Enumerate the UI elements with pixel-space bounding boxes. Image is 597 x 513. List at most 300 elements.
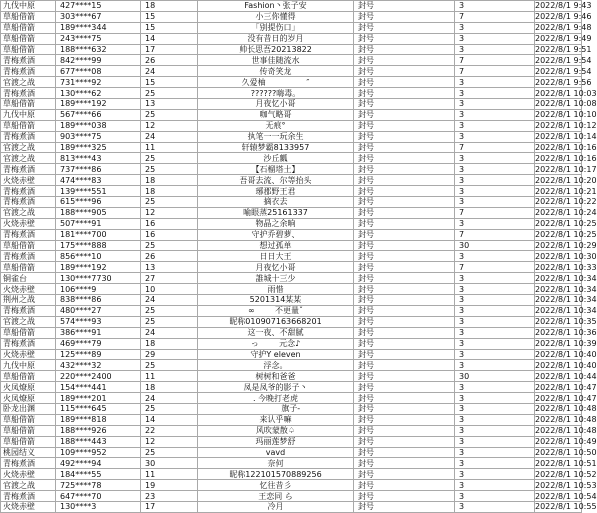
- level-cell[interactable]: 15: [141, 22, 198, 33]
- datetime-cell[interactable]: 2022/8/1 10:33: [535, 262, 597, 272]
- nickname-cell[interactable]: 帅长思吾20213822: [198, 44, 354, 55]
- days-cell[interactable]: 3: [455, 393, 535, 404]
- action-cell[interactable]: 封号: [354, 480, 455, 491]
- action-cell[interactable]: 封号: [354, 131, 455, 142]
- server-cell[interactable]: 火烧赤壁: [1, 284, 56, 295]
- level-cell[interactable]: 12: [141, 436, 198, 447]
- datetime-cell[interactable]: 2022/8/1 10:21: [535, 186, 597, 196]
- datetime-cell[interactable]: 2022/8/1 10:03: [535, 88, 597, 98]
- action-cell[interactable]: 封号: [354, 164, 455, 175]
- server-cell[interactable]: 草船借箭: [1, 436, 56, 447]
- account-cell[interactable]: 647****70: [56, 491, 141, 502]
- days-cell[interactable]: 3: [455, 131, 535, 142]
- nickname-cell[interactable]: 守护Y eleven: [198, 349, 354, 360]
- action-cell[interactable]: 封号: [354, 229, 455, 240]
- datetime-cell[interactable]: 2022/8/1 10:34: [535, 284, 597, 294]
- level-cell[interactable]: 25: [141, 305, 198, 316]
- account-cell[interactable]: 386****91: [56, 327, 141, 338]
- datetime-cell[interactable]: 2022/8/1 10:29: [535, 241, 597, 251]
- server-cell[interactable]: 青梅煮酒: [1, 66, 56, 77]
- level-cell[interactable]: 12: [141, 120, 198, 131]
- account-cell[interactable]: 175****888: [56, 240, 141, 251]
- days-cell[interactable]: 3: [455, 273, 535, 284]
- account-cell[interactable]: 130****7730: [56, 273, 141, 284]
- nickname-cell[interactable]: 世事佳随流水: [198, 55, 354, 66]
- server-cell[interactable]: 草船借箭: [1, 371, 56, 382]
- datetime-cell[interactable]: 2022/8/1 9:48: [535, 23, 592, 33]
- datetime-cell[interactable]: 2022/8/1 9:43: [535, 1, 592, 11]
- server-cell[interactable]: 青梅煮酒: [1, 229, 56, 240]
- level-cell[interactable]: 16: [141, 229, 198, 240]
- nickname-cell[interactable]: 喻眼蒸25161337: [198, 207, 354, 218]
- days-cell[interactable]: 7: [455, 55, 535, 66]
- nickname-cell[interactable]: 凤是凤爷的影子丶: [198, 382, 354, 393]
- level-cell[interactable]: 24: [141, 131, 198, 142]
- account-cell[interactable]: 469****79: [56, 338, 141, 349]
- level-cell[interactable]: 18: [141, 186, 198, 197]
- datetime-cell[interactable]: 2022/8/1 10:25: [535, 219, 597, 229]
- server-cell[interactable]: 草船借箭: [1, 99, 56, 110]
- action-cell[interactable]: 封号: [354, 360, 455, 371]
- account-cell[interactable]: 188****905: [56, 207, 141, 218]
- account-cell[interactable]: 303****67: [56, 11, 141, 22]
- nickname-cell[interactable]: 小三你懂得: [198, 11, 354, 22]
- action-cell[interactable]: 封号: [354, 55, 455, 66]
- account-cell[interactable]: 220****2400: [56, 371, 141, 382]
- action-cell[interactable]: 封号: [354, 425, 455, 436]
- datetime-cell[interactable]: 2022/8/1 10:40: [535, 360, 597, 370]
- action-cell[interactable]: 封号: [354, 142, 455, 153]
- level-cell[interactable]: 30: [141, 458, 198, 469]
- action-cell[interactable]: 封号: [354, 295, 455, 306]
- account-cell[interactable]: 492****94: [56, 458, 141, 469]
- datetime-cell[interactable]: 2022/8/1 10:17: [535, 164, 597, 174]
- server-cell[interactable]: 官渡之战: [1, 77, 56, 88]
- action-cell[interactable]: 封号: [354, 393, 455, 404]
- action-cell[interactable]: 封号: [354, 469, 455, 480]
- server-cell[interactable]: 草船借箭: [1, 33, 56, 44]
- datetime-cell[interactable]: 2022/8/1 9:46: [535, 12, 592, 22]
- datetime-cell[interactable]: 2022/8/1 10:20: [535, 175, 597, 185]
- days-cell[interactable]: 3: [455, 501, 535, 512]
- account-cell[interactable]: 856****10: [56, 251, 141, 262]
- account-cell[interactable]: 480****27: [56, 305, 141, 316]
- account-cell[interactable]: 243****75: [56, 33, 141, 44]
- nickname-cell[interactable]: 传奇笑龙: [198, 66, 354, 77]
- nickname-cell[interactable]: 久爱柚 ″: [198, 77, 354, 88]
- action-cell[interactable]: 封号: [354, 316, 455, 327]
- account-cell[interactable]: 125****89: [56, 349, 141, 360]
- nickname-cell[interactable]: 琊郡野王君: [198, 186, 354, 197]
- level-cell[interactable]: 10: [141, 284, 198, 295]
- nickname-cell[interactable]: 日日大王: [198, 251, 354, 262]
- action-cell[interactable]: 封号: [354, 436, 455, 447]
- days-cell[interactable]: 3: [455, 175, 535, 186]
- days-cell[interactable]: 7: [455, 66, 535, 77]
- account-cell[interactable]: 725****78: [56, 480, 141, 491]
- action-cell[interactable]: 封号: [354, 44, 455, 55]
- action-cell[interactable]: 封号: [354, 284, 455, 295]
- datetime-cell[interactable]: 2022/8/1 10:44: [535, 371, 597, 381]
- nickname-cell[interactable]: 轩辕梦霸8133957: [198, 142, 354, 153]
- days-cell[interactable]: 3: [455, 327, 535, 338]
- account-cell[interactable]: 474****83: [56, 175, 141, 186]
- server-cell[interactable]: 官渡之战: [1, 316, 56, 327]
- account-cell[interactable]: 189****192: [56, 99, 141, 110]
- nickname-cell[interactable]: 来认乎嘛: [198, 414, 354, 425]
- server-cell[interactable]: 火烧赤壁: [1, 218, 56, 229]
- account-cell[interactable]: 188****443: [56, 436, 141, 447]
- account-cell[interactable]: 189****192: [56, 262, 141, 273]
- level-cell[interactable]: 25: [141, 360, 198, 371]
- account-cell[interactable]: 139****551: [56, 186, 141, 197]
- action-cell[interactable]: 封号: [354, 349, 455, 360]
- days-cell[interactable]: 3: [455, 491, 535, 502]
- account-cell[interactable]: 189****344: [56, 22, 141, 33]
- datetime-cell[interactable]: 2022/8/1 10:48: [535, 426, 597, 436]
- account-cell[interactable]: 574****93: [56, 316, 141, 327]
- days-cell[interactable]: 3: [455, 414, 535, 425]
- nickname-cell[interactable]: 昵称010907163668201: [198, 316, 354, 327]
- account-cell[interactable]: 188****926: [56, 425, 141, 436]
- server-cell[interactable]: 九伐中原: [1, 109, 56, 120]
- action-cell[interactable]: 封号: [354, 403, 455, 414]
- days-cell[interactable]: 3: [455, 109, 535, 120]
- account-cell[interactable]: 130****62: [56, 88, 141, 99]
- level-cell[interactable]: 25: [141, 109, 198, 120]
- level-cell[interactable]: 11: [141, 142, 198, 153]
- level-cell[interactable]: 13: [141, 99, 198, 110]
- account-cell[interactable]: 731****92: [56, 77, 141, 88]
- nickname-cell[interactable]: 冷月: [198, 501, 354, 512]
- action-cell[interactable]: 封号: [354, 414, 455, 425]
- action-cell[interactable]: 封号: [354, 33, 455, 44]
- datetime-cell[interactable]: 2022/8/1 9:54: [535, 55, 592, 65]
- account-cell[interactable]: 189****325: [56, 142, 141, 153]
- action-cell[interactable]: 封号: [354, 262, 455, 273]
- datetime-cell[interactable]: 2022/8/1 10:48: [535, 404, 597, 414]
- server-cell[interactable]: 青梅煮酒: [1, 458, 56, 469]
- level-cell[interactable]: 14: [141, 33, 198, 44]
- datetime-cell[interactable]: 2022/8/1 9:54: [535, 66, 592, 76]
- nickname-cell[interactable]: 执笔一一玩余生: [198, 131, 354, 142]
- datetime-cell[interactable]: 2022/8/1 10:40: [535, 349, 597, 359]
- datetime-cell[interactable]: 2022/8/1 10:52: [535, 469, 597, 479]
- days-cell[interactable]: 3: [455, 44, 535, 55]
- datetime-cell[interactable]: 2022/8/1 10:08: [535, 99, 597, 109]
- datetime-cell[interactable]: 2022/8/1 10:12: [535, 121, 597, 131]
- server-cell[interactable]: 草船借箭: [1, 327, 56, 338]
- server-cell[interactable]: 官渡之战: [1, 142, 56, 153]
- server-cell[interactable]: 官渡之战: [1, 153, 56, 164]
- nickname-cell[interactable]: 月夜忆小哥: [198, 262, 354, 273]
- server-cell[interactable]: 火凤燎原: [1, 382, 56, 393]
- server-cell[interactable]: 草船借箭: [1, 11, 56, 22]
- action-cell[interactable]: 封号: [354, 382, 455, 393]
- nickname-cell[interactable]: Fashion丶张子安: [198, 1, 354, 12]
- server-cell[interactable]: 九伐中原: [1, 360, 56, 371]
- account-cell[interactable]: 427****15: [56, 1, 141, 12]
- days-cell[interactable]: 3: [455, 33, 535, 44]
- server-cell[interactable]: 铜雀台: [1, 273, 56, 284]
- account-cell[interactable]: 115****645: [56, 403, 141, 414]
- action-cell[interactable]: 封号: [354, 175, 455, 186]
- server-cell[interactable]: 荆州之战: [1, 295, 56, 306]
- server-cell[interactable]: 草船借箭: [1, 262, 56, 273]
- nickname-cell[interactable]: 旗子-: [198, 403, 354, 414]
- days-cell[interactable]: 3: [455, 447, 535, 458]
- level-cell[interactable]: 24: [141, 295, 198, 306]
- nickname-cell[interactable]: 物晶之余晌: [198, 218, 354, 229]
- nickname-cell[interactable]: 守护乔碧萝、: [198, 229, 354, 240]
- datetime-cell[interactable]: 2022/8/1 10:54: [535, 491, 597, 501]
- datetime-cell[interactable]: 2022/8/1 9:49: [535, 34, 592, 44]
- nickname-cell[interactable]: 风吹蒙散♤: [198, 425, 354, 436]
- account-cell[interactable]: 109****952: [56, 447, 141, 458]
- level-cell[interactable]: 18: [141, 338, 198, 349]
- days-cell[interactable]: 7: [455, 142, 535, 153]
- server-cell[interactable]: 官渡之战: [1, 480, 56, 491]
- account-cell[interactable]: 567****66: [56, 109, 141, 120]
- days-cell[interactable]: 3: [455, 469, 535, 480]
- server-cell[interactable]: 青梅煮酒: [1, 131, 56, 142]
- days-cell[interactable]: 3: [455, 403, 535, 414]
- days-cell[interactable]: 3: [455, 316, 535, 327]
- datetime-cell[interactable]: 2022/8/1 9:56: [535, 77, 592, 87]
- action-cell[interactable]: 封号: [354, 22, 455, 33]
- account-cell[interactable]: 507****91: [56, 218, 141, 229]
- level-cell[interactable]: 12: [141, 207, 198, 218]
- server-cell[interactable]: 草船借箭: [1, 240, 56, 251]
- account-cell[interactable]: 677****08: [56, 66, 141, 77]
- nickname-cell[interactable]: 雨惜: [198, 284, 354, 295]
- days-cell[interactable]: 3: [455, 480, 535, 491]
- level-cell[interactable]: 18: [141, 175, 198, 186]
- server-cell[interactable]: 草船借箭: [1, 425, 56, 436]
- action-cell[interactable]: 封号: [354, 458, 455, 469]
- days-cell[interactable]: 3: [455, 99, 535, 110]
- level-cell[interactable]: 13: [141, 262, 198, 273]
- datetime-cell[interactable]: 2022/8/1 10:10: [535, 110, 597, 120]
- action-cell[interactable]: 封号: [354, 305, 455, 316]
- datetime-cell[interactable]: 2022/8/1 10:30: [535, 251, 597, 261]
- days-cell[interactable]: 3: [455, 458, 535, 469]
- nickname-cell[interactable]: 「别提伤口」: [198, 22, 354, 33]
- days-cell[interactable]: 3: [455, 153, 535, 164]
- days-cell[interactable]: 3: [455, 218, 535, 229]
- nickname-cell[interactable]: 玛丽莲梦舒: [198, 436, 354, 447]
- datetime-cell[interactable]: 2022/8/1 10:49: [535, 437, 597, 447]
- action-cell[interactable]: 封号: [354, 1, 455, 12]
- level-cell[interactable]: 25: [141, 153, 198, 164]
- action-cell[interactable]: 封号: [354, 240, 455, 251]
- datetime-cell[interactable]: 2022/8/1 10:24: [535, 208, 597, 218]
- action-cell[interactable]: 封号: [354, 77, 455, 88]
- server-cell[interactable]: 草船借箭: [1, 44, 56, 55]
- server-cell[interactable]: 火烧赤壁: [1, 175, 56, 186]
- action-cell[interactable]: 封号: [354, 11, 455, 22]
- action-cell[interactable]: 封号: [354, 251, 455, 262]
- server-cell[interactable]: 青梅煮酒: [1, 164, 56, 175]
- server-cell[interactable]: 青梅煮酒: [1, 305, 56, 316]
- nickname-cell[interactable]: 沙丘瓤: [198, 153, 354, 164]
- days-cell[interactable]: 7: [455, 262, 535, 273]
- account-cell[interactable]: 130****3: [56, 501, 141, 512]
- nickname-cell[interactable]: 想过孤单: [198, 240, 354, 251]
- days-cell[interactable]: 3: [455, 284, 535, 295]
- level-cell[interactable]: 15: [141, 11, 198, 22]
- level-cell[interactable]: 24: [141, 393, 198, 404]
- days-cell[interactable]: 3: [455, 305, 535, 316]
- days-cell[interactable]: 3: [455, 120, 535, 131]
- account-cell[interactable]: 184****55: [56, 469, 141, 480]
- action-cell[interactable]: 封号: [354, 207, 455, 218]
- nickname-cell[interactable]: 誰城十三少: [198, 273, 354, 284]
- level-cell[interactable]: 25: [141, 164, 198, 175]
- nickname-cell[interactable]: 奈何: [198, 458, 354, 469]
- action-cell[interactable]: 封号: [354, 447, 455, 458]
- server-cell[interactable]: 青梅煮酒: [1, 197, 56, 208]
- datetime-cell[interactable]: 2022/8/1 10:16: [535, 143, 597, 153]
- days-cell[interactable]: 3: [455, 1, 535, 12]
- nickname-cell[interactable]: 树树和爸爸: [198, 371, 354, 382]
- days-cell[interactable]: 3: [455, 425, 535, 436]
- datetime-cell[interactable]: 2022/8/1 10:47: [535, 393, 597, 403]
- action-cell[interactable]: 封号: [354, 88, 455, 99]
- days-cell[interactable]: 7: [455, 229, 535, 240]
- account-cell[interactable]: 737****86: [56, 164, 141, 175]
- level-cell[interactable]: 23: [141, 491, 198, 502]
- datetime-cell[interactable]: 2022/8/1 10:50: [535, 447, 597, 457]
- nickname-cell[interactable]: 浮念。: [198, 360, 354, 371]
- days-cell[interactable]: 3: [455, 164, 535, 175]
- server-cell[interactable]: 火烧赤壁: [1, 501, 56, 512]
- nickname-cell[interactable]: 吾哥去流、尔等抬头: [198, 175, 354, 186]
- level-cell[interactable]: 25: [141, 403, 198, 414]
- days-cell[interactable]: 3: [455, 338, 535, 349]
- action-cell[interactable]: 封号: [354, 273, 455, 284]
- nickname-cell[interactable]: 摘衣去: [198, 197, 354, 208]
- level-cell[interactable]: 25: [141, 197, 198, 208]
- datetime-cell[interactable]: 2022/8/1 10:34: [535, 306, 597, 316]
- level-cell[interactable]: 16: [141, 218, 198, 229]
- level-cell[interactable]: 14: [141, 414, 198, 425]
- server-cell[interactable]: 青梅煮酒: [1, 251, 56, 262]
- days-cell[interactable]: 3: [455, 77, 535, 88]
- level-cell[interactable]: 29: [141, 349, 198, 360]
- nickname-cell[interactable]: 5201314某某: [198, 295, 354, 306]
- datetime-cell[interactable]: 2022/8/1 10:16: [535, 153, 597, 163]
- server-cell[interactable]: 青梅煮酒: [1, 88, 56, 99]
- action-cell[interactable]: 封号: [354, 109, 455, 120]
- account-cell[interactable]: 432****32: [56, 360, 141, 371]
- days-cell[interactable]: 3: [455, 197, 535, 208]
- server-cell[interactable]: 官渡之战: [1, 207, 56, 218]
- level-cell[interactable]: 17: [141, 501, 198, 512]
- nickname-cell[interactable]: 无痕°: [198, 120, 354, 131]
- server-cell[interactable]: 草船借箭: [1, 22, 56, 33]
- account-cell[interactable]: 106****9: [56, 284, 141, 295]
- action-cell[interactable]: 封号: [354, 99, 455, 110]
- level-cell[interactable]: 25: [141, 447, 198, 458]
- nickname-cell[interactable]: 没有昔日的岁月: [198, 33, 354, 44]
- level-cell[interactable]: 26: [141, 55, 198, 66]
- server-cell[interactable]: 九伐中原: [1, 1, 56, 12]
- account-cell[interactable]: 189****818: [56, 414, 141, 425]
- nickname-cell[interactable]: 咖气略哥: [198, 109, 354, 120]
- datetime-cell[interactable]: 2022/8/1 10:34: [535, 295, 597, 305]
- account-cell[interactable]: 813****43: [56, 153, 141, 164]
- datetime-cell[interactable]: 2022/8/1 10:25: [535, 230, 597, 240]
- days-cell[interactable]: 7: [455, 11, 535, 22]
- server-cell[interactable]: 桃园结义: [1, 447, 56, 458]
- datetime-cell[interactable]: 2022/8/1 10:39: [535, 339, 597, 349]
- account-cell[interactable]: 189****038: [56, 120, 141, 131]
- days-cell[interactable]: 3: [455, 349, 535, 360]
- datetime-cell[interactable]: 2022/8/1 10:22: [535, 197, 597, 207]
- nickname-cell[interactable]: . 今晚打老虎: [198, 393, 354, 404]
- action-cell[interactable]: 封号: [354, 66, 455, 77]
- account-cell[interactable]: 181****700: [56, 229, 141, 240]
- server-cell[interactable]: 青梅煮酒: [1, 491, 56, 502]
- account-cell[interactable]: 615****96: [56, 197, 141, 208]
- account-cell[interactable]: 189****201: [56, 393, 141, 404]
- days-cell[interactable]: 3: [455, 22, 535, 33]
- server-cell[interactable]: 青梅煮酒: [1, 186, 56, 197]
- level-cell[interactable]: 11: [141, 371, 198, 382]
- nickname-cell[interactable]: ∞ 不更量ˇ: [198, 305, 354, 316]
- datetime-cell[interactable]: 2022/8/1 10:36: [535, 328, 597, 338]
- action-cell[interactable]: 封号: [354, 491, 455, 502]
- nickname-cell[interactable]: 昵称122101570889256: [198, 469, 354, 480]
- action-cell[interactable]: 封号: [354, 371, 455, 382]
- server-cell[interactable]: 卧龙出渊: [1, 403, 56, 414]
- days-cell[interactable]: 7: [455, 207, 535, 218]
- nickname-cell[interactable]: vavd: [198, 447, 354, 458]
- server-cell[interactable]: 火烧赤壁: [1, 469, 56, 480]
- level-cell[interactable]: 25: [141, 316, 198, 327]
- nickname-cell[interactable]: 这一夜、不甜腻: [198, 327, 354, 338]
- nickname-cell[interactable]: 忆往昔彡: [198, 480, 354, 491]
- account-cell[interactable]: 842****99: [56, 55, 141, 66]
- datetime-cell[interactable]: 2022/8/1 10:14: [535, 132, 597, 142]
- account-cell[interactable]: 903****75: [56, 131, 141, 142]
- datetime-cell[interactable]: 2022/8/1 10:34: [535, 273, 597, 283]
- nickname-cell[interactable]: 王恋同 ら: [198, 491, 354, 502]
- action-cell[interactable]: 封号: [354, 153, 455, 164]
- nickname-cell[interactable]: 【石榴塔土】: [198, 164, 354, 175]
- account-cell[interactable]: 838****86: [56, 295, 141, 306]
- server-cell[interactable]: 青梅煮酒: [1, 338, 56, 349]
- nickname-cell[interactable]: 月夜忆小哥: [198, 99, 354, 110]
- action-cell[interactable]: 封号: [354, 218, 455, 229]
- level-cell[interactable]: 25: [141, 240, 198, 251]
- action-cell[interactable]: 封号: [354, 186, 455, 197]
- action-cell[interactable]: 封号: [354, 197, 455, 208]
- datetime-cell[interactable]: 2022/8/1 9:51: [535, 45, 592, 54]
- action-cell[interactable]: 封号: [354, 120, 455, 131]
- datetime-cell[interactable]: 2022/8/1 10:48: [535, 415, 597, 425]
- level-cell[interactable]: 11: [141, 469, 198, 480]
- days-cell[interactable]: 3: [455, 382, 535, 393]
- action-cell[interactable]: 封号: [354, 338, 455, 349]
- days-cell[interactable]: 30: [455, 371, 535, 382]
- level-cell[interactable]: 15: [141, 77, 198, 88]
- days-cell[interactable]: 3: [455, 251, 535, 262]
- days-cell[interactable]: 3: [455, 186, 535, 197]
- server-cell[interactable]: 火烧赤壁: [1, 349, 56, 360]
- datetime-cell[interactable]: 2022/8/1 10:51: [535, 458, 597, 468]
